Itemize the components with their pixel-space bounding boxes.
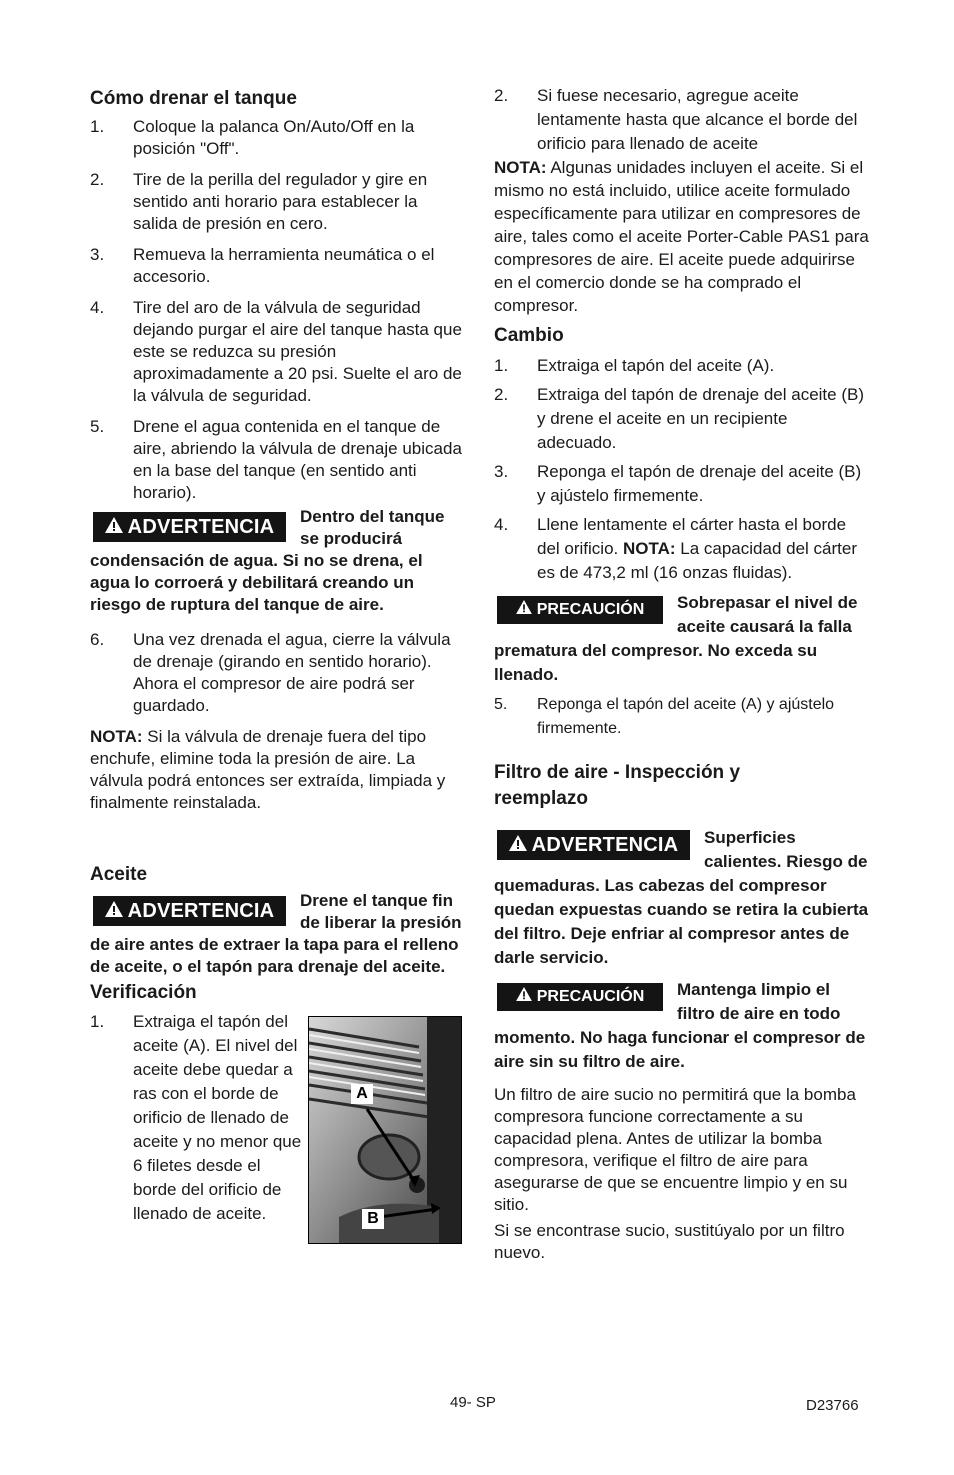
caution-text: Sobrepasar el nivel de aceite causará la falla prematura del compresor. No exceda su llenado. (494, 593, 858, 684)
list-item: 1. Extraiga el tapón del aceite (A). El nivel del aceite debe quedar a ras con el borde de orificio de llenado de aceite y no menor que 6 filetes desde el borde del orificio de llenado de aceite. (90, 1012, 302, 1223)
list-item: 2. Extraiga del tapón de drenaje del aceite (B) y drene el aceite en un recipiente adecuado. (494, 385, 864, 452)
warning-block (90, 890, 462, 978)
compressor-photo (308, 1016, 462, 1244)
list-item: 4. Llene lentamente el cárter hasta el borde del orificio. NOTA: La capacidad del cárter es de 473,2 ml (16 onzas fluidas). (494, 515, 857, 582)
list-item: 5. Reponga el tapón del aceite (A) y ajústelo firmemente. (494, 696, 835, 737)
caution-badge: PRECAUCIÓN (497, 983, 663, 1011)
list-item: 4. Tire del aro de la válvula de seguridad dejando purgar el aire del tanque hasta que este se reduzca su presión aproximadamente a 20 psi. Suelte el aro de la válvula de seguridad. (90, 298, 462, 405)
warning-badge: ADVERTENCIA (93, 512, 286, 542)
warning-text: Superficies calientes. Riesgo de quemaduras. Las cabezas del compresor quedan expuestas cuando se retira la cubierta del filtro. Deje enfriar al compresor antes de darle servicio. (494, 828, 869, 967)
warning-block (90, 506, 462, 616)
warning-block (494, 826, 869, 970)
list-item: 2. Tire de la perilla del regulador y gire en sentido anti horario para establecer la salida de presión en cero. (90, 170, 428, 233)
verify-title: Verificación (90, 982, 197, 1003)
change-steps (494, 354, 869, 585)
list-item: 3. Remueva la herramienta neumática o el accesorio. (90, 245, 435, 286)
note-paragraph: NOTA: Si la válvula de drenaje fuera del tipo enchufe, elimine toda la presión de aire. La válvula podrá entonces ser extraída, limpiada y finalmente reinstalada. (90, 727, 446, 812)
caution-text: Mantenga limpio el filtro de aire en todo momento. No haga funcionar el compresor de aire sin su filtro de aire. (494, 980, 866, 1071)
filter-title: Filtro de aire - Inspección y reemplazo (494, 762, 741, 809)
list-item: 1. Extraiga el tapón del aceite (A). (494, 356, 775, 375)
photo-label-b: B (362, 1209, 384, 1229)
warning-triangle-icon (516, 985, 532, 1009)
verify-section (90, 1010, 462, 1244)
caution-block (494, 978, 869, 1074)
note-paragraph: NOTA: Algunas unidades incluyen el aceite. Si el mismo no está incluido, utilice aceite formulado específicamente para utilizar en compresores de aire, tales como el aceite Porter-Cable PAS1 para compresores de aire. El aceite puede adquirirse en el comercio donde se ha comprado el compresor. (494, 158, 869, 315)
warning-badge: ADVERTENCIA (93, 896, 286, 926)
warning-triangle-icon (105, 516, 123, 538)
filter-paragraph-2: Si se encontrase sucio, sustitúyalo por un filtro nuevo. (494, 1221, 845, 1262)
caution-block (494, 591, 869, 687)
list-item: 1. Coloque la palanca On/Auto/Off en la posición "Off". (90, 117, 415, 158)
list-item: 3. Reponga el tapón de drenaje del aceite (B) y ajústelo firmemente. (494, 462, 862, 505)
caution-badge: PRECAUCIÓN (497, 596, 663, 624)
filter-paragraph-1: Un filtro de aire sucio no permitirá que la bomba compresora funcione correctamente a su capacidad plena. Antes de utilizar la bomba compresora, verifique el filtro de aire para asegurarse de que se encuentre limpio y en su sitio. (494, 1085, 856, 1214)
warning-triangle-icon (509, 833, 527, 857)
photo-label-a: A (351, 1084, 373, 1104)
document-code: D23766 (806, 1397, 859, 1414)
page-number: 49- SP (450, 1394, 496, 1411)
list-item: 6. Una vez drenada el agua, cierre la válvula de drenaje (girando en sentido horario). Ahora el compresor de aire podrá ser guardado. (90, 630, 451, 715)
list-item: 2. Si fuese necesario, agregue aceite lentamente hasta que alcance el borde del orificio para llenado de aceite (494, 86, 858, 153)
drain-steps (90, 116, 462, 504)
right-column (494, 84, 869, 1264)
warning-badge: ADVERTENCIA (497, 830, 690, 860)
warning-text: Drene el tanque fin de liberar la presión de aire antes de extraer la tapa para el relleno de aceite, o el tapón para drenaje del aceite. (90, 891, 462, 976)
list-item: 5. Drene el agua contenida en el tanque de aire, abriendo la válvula de drenaje ubicada en la base del tanque (en sentido anti horario). (90, 417, 462, 502)
left-column (90, 84, 462, 1244)
warning-triangle-icon (516, 598, 532, 622)
warning-triangle-icon (105, 900, 123, 922)
warning-text: Dentro del tanque se producirá condensación de agua. Si no se drena, el agua lo corroerá y debilitará creando un riesgo de ruptura del tanque de aire. (90, 507, 445, 614)
drain-title: Cómo drenar el tanque (90, 88, 297, 109)
oil-title: Aceite (90, 864, 148, 885)
change-title: Cambio (494, 325, 564, 346)
